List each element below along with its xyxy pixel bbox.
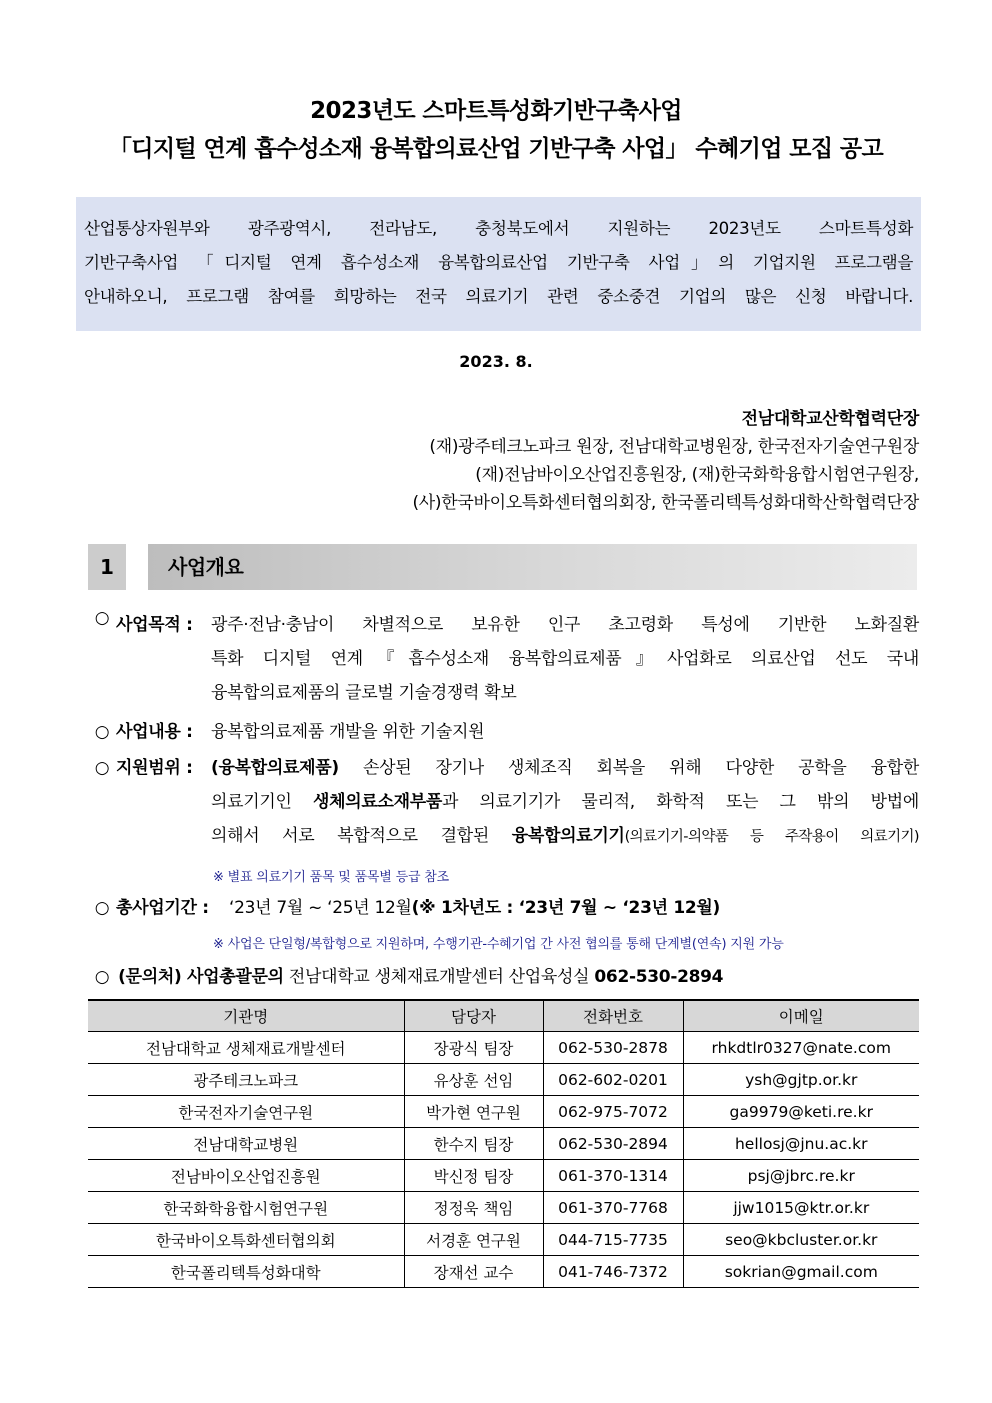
cell-manager: 박신정 팀장 xyxy=(404,1160,543,1192)
cell-organization: 전남대학교병원 xyxy=(88,1128,404,1160)
cell-manager: 박가현 연구원 xyxy=(404,1096,543,1128)
table-row xyxy=(88,1096,919,1128)
item-label: 사업목적 : xyxy=(116,615,193,635)
contact-phone: 062-530-2894 xyxy=(594,967,724,987)
issuing-organizations xyxy=(412,405,919,517)
highlight-term: (※ 1차년도 : ‘23년 7월 ~ ‘23년 12월) xyxy=(411,898,721,918)
cell-organization: 전남바이오산업진흥원 xyxy=(88,1160,404,1192)
item-text-line xyxy=(211,819,919,853)
item-text: ‘23년 7월 ~ ‘25년 12월 xyxy=(229,898,412,918)
item-label: 총사업기간 : xyxy=(116,898,209,918)
organization-line: (사)한국바이오특화센터협의회장, 한국폴리텍특성화대학산학협력단장 xyxy=(412,493,919,513)
organization-line: (재)광주테크노파크 원장, 전남대학교병원장, 한국전자기술연구원장 xyxy=(429,437,919,457)
item-text-line: 융복합의료제품 개발을 위한 기술지원 xyxy=(211,722,485,742)
item-small-text: (의료기기-의약품 등 주작용이 의료기기) xyxy=(624,829,919,845)
lead-organization: 전남대학교산학협력단장 xyxy=(741,409,919,429)
table-row xyxy=(88,1032,919,1064)
cell-phone: 044-715-7735 xyxy=(543,1224,683,1256)
highlight-term: 생체의료소재부품 xyxy=(312,792,442,812)
item-text: 의료기기인 xyxy=(211,792,313,812)
cell-manager: 정정욱 책임 xyxy=(404,1192,543,1224)
cell-phone: 041-746-7372 xyxy=(543,1256,683,1288)
cell-manager: 장재선 교수 xyxy=(404,1256,543,1288)
cell-email: psj@jbrc.re.kr xyxy=(683,1160,919,1192)
header-phone: 전화번호 xyxy=(543,1000,683,1032)
highlight-term: 융복합의료기기 xyxy=(511,826,625,846)
cell-manager: 장광식 팀장 xyxy=(404,1032,543,1064)
bullet-circle-icon: ○ xyxy=(94,608,110,628)
cell-email: rhkdtlr0327@nate.com xyxy=(683,1032,919,1064)
table-header-row xyxy=(88,1000,919,1032)
table-row xyxy=(88,1224,919,1256)
table-row xyxy=(88,1128,919,1160)
cell-manager: 한수지 팀장 xyxy=(404,1128,543,1160)
cell-phone: 061-370-1314 xyxy=(543,1160,683,1192)
notice-date: 2023. 8. xyxy=(459,352,533,371)
summary-box xyxy=(76,197,921,331)
bullet-circle-icon: ○ xyxy=(94,898,110,918)
summary-line: 기반구축사업 「디지털 연계 흡수성소재 융복합의료산업 기반구축 사업」의 기업지원 프로그램을 xyxy=(84,253,913,272)
item-text-line xyxy=(229,891,937,925)
item-purpose xyxy=(91,608,921,710)
contact-table xyxy=(88,999,919,1288)
item-text-line xyxy=(211,751,919,785)
cell-organization: 한국화학융합시험연구원 xyxy=(88,1192,404,1224)
contact-text: 전남대학교 생체재료개발센터 산업육성실 xyxy=(288,967,590,987)
section-header-bar xyxy=(148,544,917,590)
cell-organization: 한국바이오특화센터협의회 xyxy=(88,1224,404,1256)
item-text-line: 특화 디지털 연계『흡수성소재 융복합의료제품』사업화로 의료산업 선도 국내 xyxy=(211,649,919,669)
scope-note: ※ 별표 의료기기 품목 및 품목별 등급 참조 xyxy=(213,870,449,885)
period-note: ※ 사업은 단일형/복합형으로 지원하며, 수행기관-수혜기업 간 사전 협의를 통해 단계별(연속) 지원 가능 xyxy=(213,937,784,952)
cell-email: seo@kbcluster.or.kr xyxy=(683,1224,919,1256)
contact-label: (문의처) 사업총괄문의 xyxy=(118,967,284,987)
item-text-line: 융복합의료제품의 글로벌 기술경쟁력 확보 xyxy=(211,683,517,703)
cell-organization: 한국폴리텍특성화대학 xyxy=(88,1256,404,1288)
section-title: 사업개요 xyxy=(168,555,244,579)
cell-manager: 유상훈 선임 xyxy=(404,1064,543,1096)
item-text: 손상된 장기나 생체조직 회복을 위해 다양한 공학을 융합한 xyxy=(338,758,919,778)
notice-title-line-1: 2023년도 스마트특성화기반구축사업 xyxy=(310,98,682,124)
cell-phone: 062-602-0201 xyxy=(543,1064,683,1096)
table-row xyxy=(88,1256,919,1288)
table-row xyxy=(88,1160,919,1192)
cell-manager: 서경훈 연구원 xyxy=(404,1224,543,1256)
item-text-line: 광주·전남·충남이 차별적으로 보유한 인구 초고령화 특성에 기반한 노화질환 xyxy=(211,615,919,635)
organization-line: (재)전남바이오산업진흥원장, (재)한국화학융합시험연구원장, xyxy=(475,465,919,485)
item-text-line xyxy=(211,785,919,819)
summary-line: 안내하오니, 프로그램 참여를 희망하는 전국 의료기기 관련 중소중견 기업의 많은 신청 바랍니다. xyxy=(84,287,913,306)
cell-phone: 062-975-7072 xyxy=(543,1096,683,1128)
cell-phone: 062-530-2878 xyxy=(543,1032,683,1064)
table-row xyxy=(88,1192,919,1224)
section-number: 1 xyxy=(88,544,126,590)
item-label: 사업내용 : xyxy=(116,722,193,742)
highlight-term: (융복합의료제품) xyxy=(211,758,339,778)
header-manager: 담당자 xyxy=(404,1000,543,1032)
header-email: 이메일 xyxy=(683,1000,919,1032)
item-text: 의해서 서로 복합적으로 결합된 xyxy=(211,826,512,846)
bullet-circle-icon: ○ xyxy=(94,967,110,987)
cell-phone: 061-370-7768 xyxy=(543,1192,683,1224)
item-period xyxy=(91,891,921,925)
cell-email: sokrian@gmail.com xyxy=(683,1256,919,1288)
item-scope xyxy=(91,751,921,855)
cell-email: ysh@gjtp.or.kr xyxy=(683,1064,919,1096)
header-organization: 기관명 xyxy=(88,1000,404,1032)
cell-organization: 광주테크노파크 xyxy=(88,1064,404,1096)
bullet-circle-icon: ○ xyxy=(94,722,110,742)
item-content xyxy=(91,715,921,749)
cell-phone: 062-530-2894 xyxy=(543,1128,683,1160)
cell-email: hellosj@jnu.ac.kr xyxy=(683,1128,919,1160)
summary-line: 산업통상자원부와 광주광역시, 전라남도, 충청북도에서 지원하는 2023년도 스마트특성화 xyxy=(84,219,913,238)
item-text: 과 의료기기가 물리적, 화학적 또는 그 밖의 방법에 xyxy=(441,792,919,812)
contact-line xyxy=(91,960,723,994)
notice-title-line-2: 「디지털 연계 흡수성소재 융복합의료산업 기반구축 사업」 수혜기업 모집 공고 xyxy=(108,136,884,162)
bullet-circle-icon: ○ xyxy=(94,758,110,778)
cell-organization: 전남대학교 생체재료개발센터 xyxy=(88,1032,404,1064)
cell-email: jjw1015@ktr.or.kr xyxy=(683,1192,919,1224)
cell-email: ga9979@keti.re.kr xyxy=(683,1096,919,1128)
cell-organization: 한국전자기술연구원 xyxy=(88,1096,404,1128)
table-row xyxy=(88,1064,919,1096)
item-label: 지원범위 : xyxy=(116,758,193,778)
